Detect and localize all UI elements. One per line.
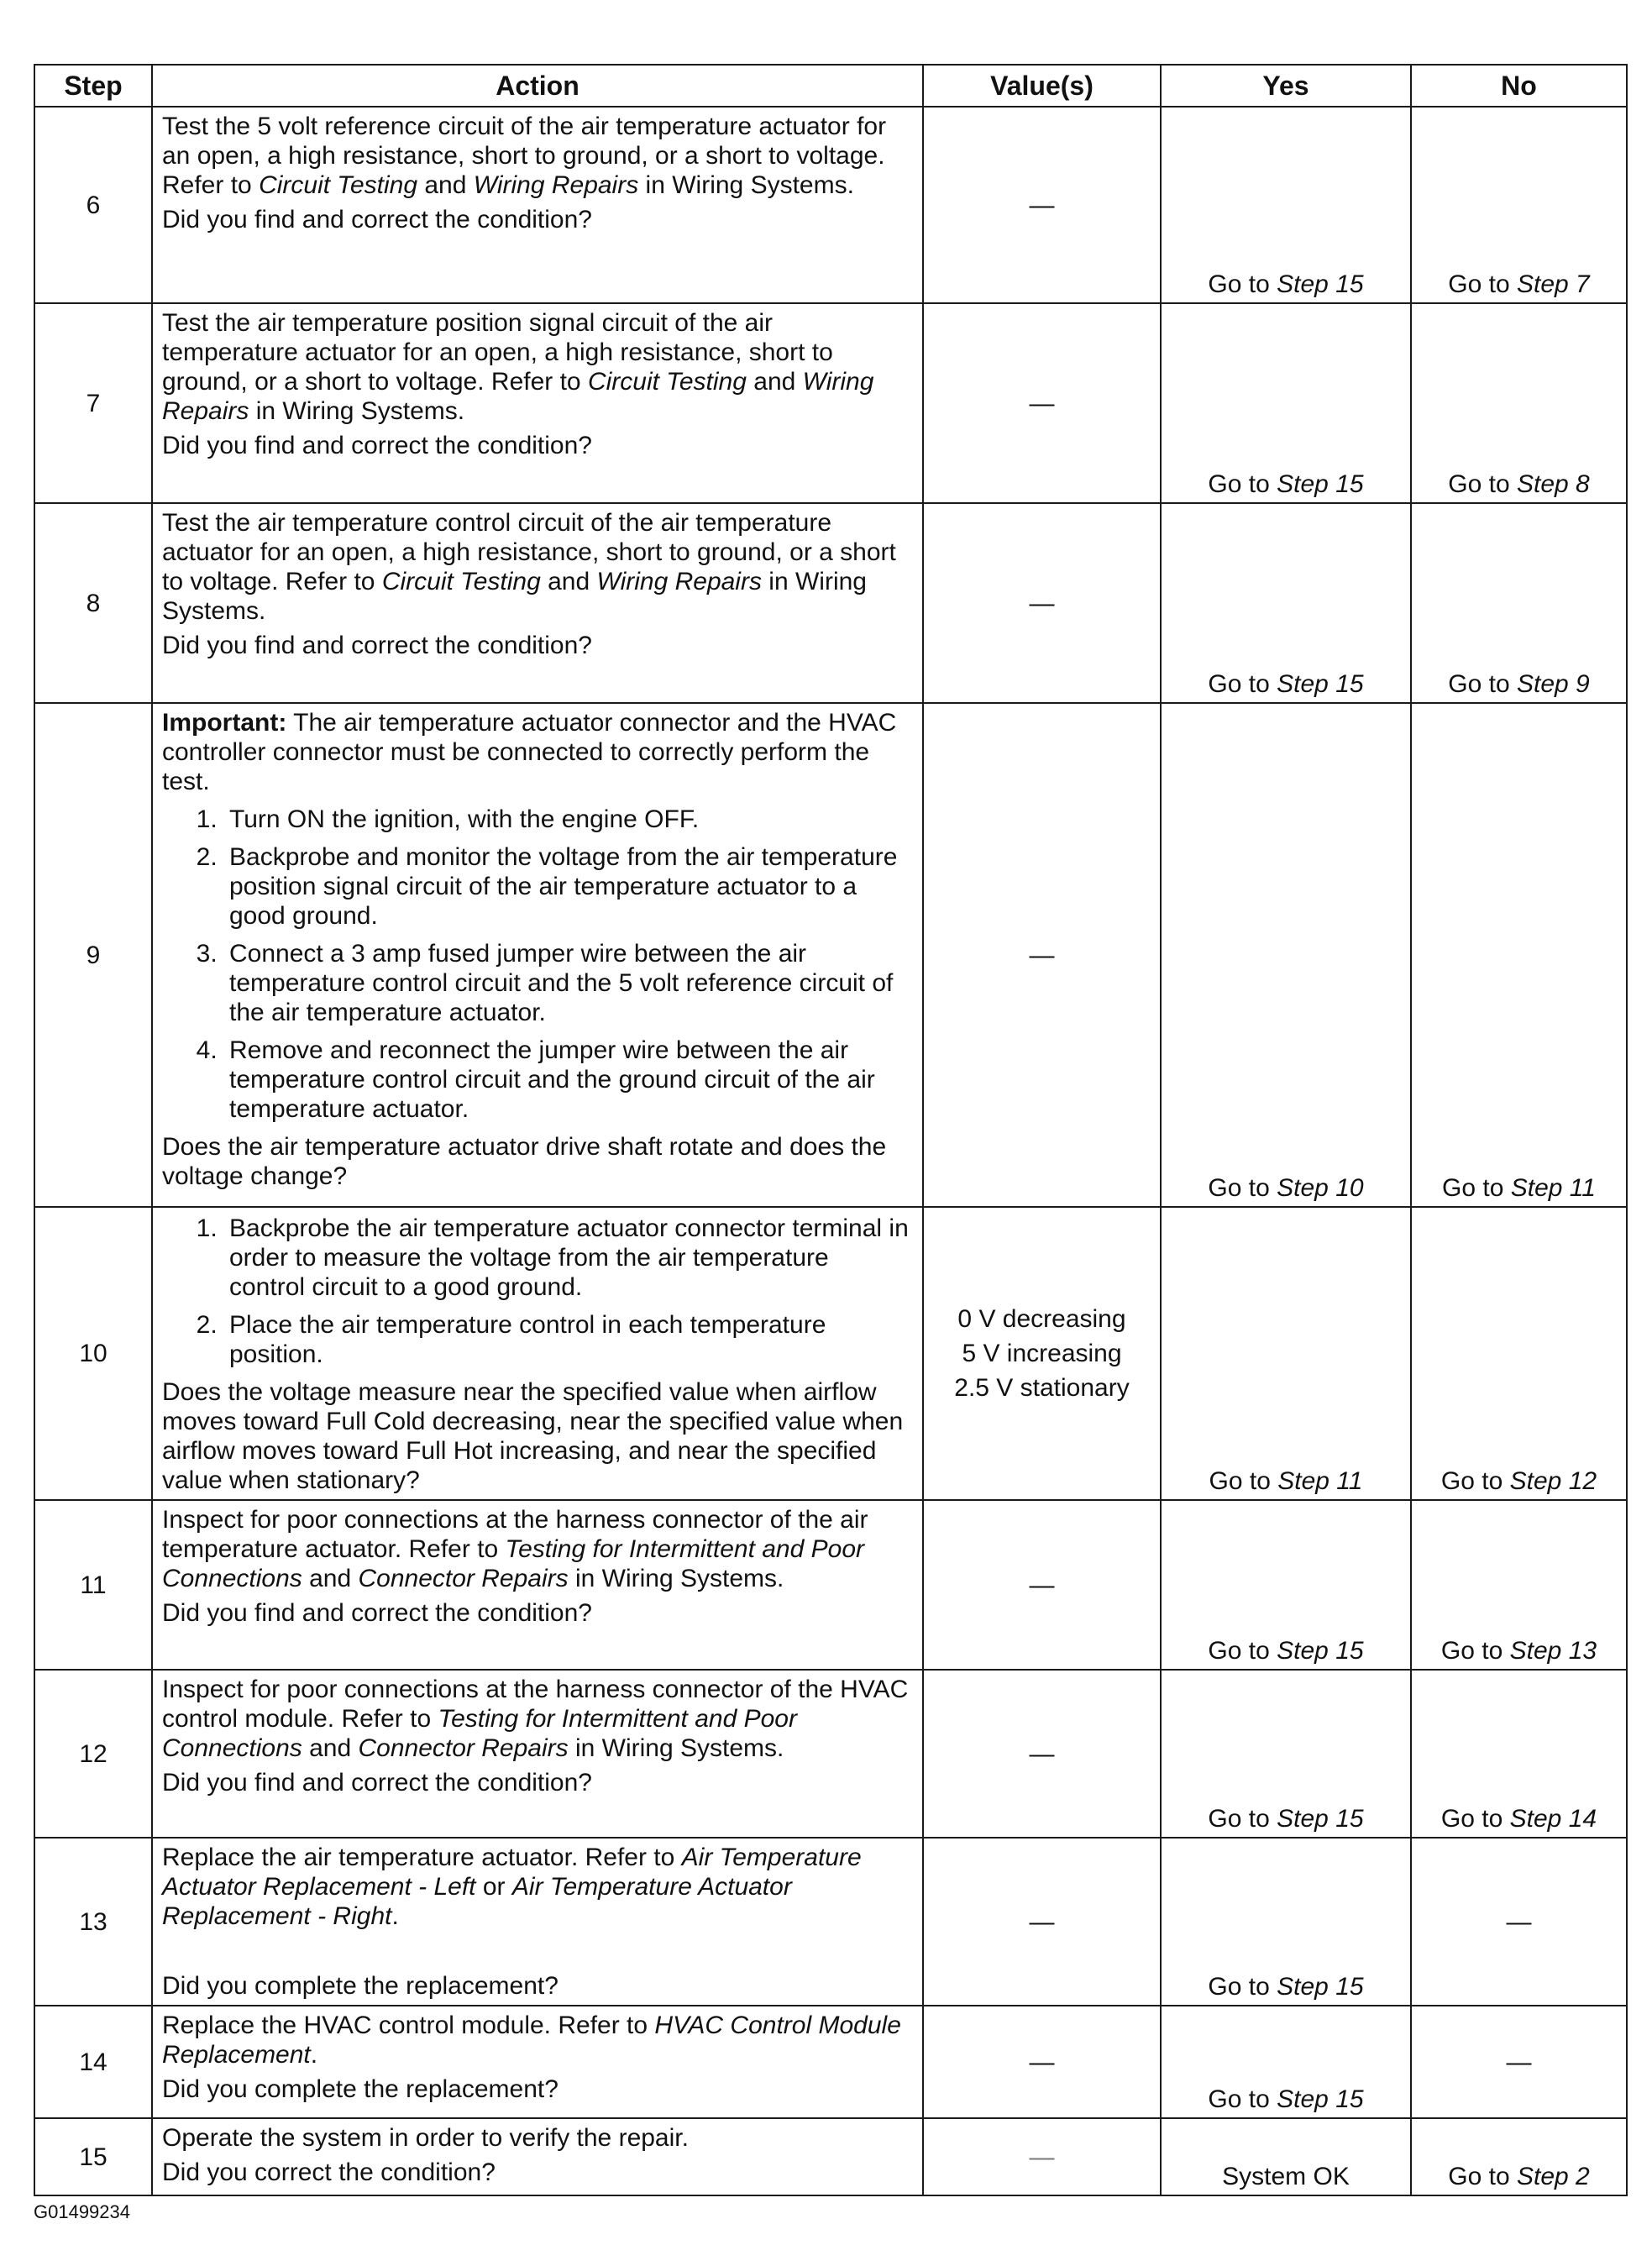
table-row [34,1207,1627,1500]
no-cell: Go to Step 7 [1411,107,1627,303]
step-number: 10 [34,1207,152,1500]
spec-value: 5 V increasing [962,1340,1122,1367]
important-note: Important: The air temperature actuator connector and the HVAC controller connector must be connected to correctly perform the test. [162,709,897,795]
step-number: 7 [34,303,152,503]
action-cell [152,2006,923,2118]
action-question: Did you find and correct the condition? [162,1769,592,1797]
yes-cell: Go to Step 15 [1161,1670,1411,1838]
action-cell [152,303,923,503]
action-text: Replace the air temperature actuator. Refer to Air Temperature Actuator Replacement - Left or Air Temperature Actuator Replacement - Right. [162,1844,862,1930]
value-cell: — [923,2006,1161,2118]
action-question: Did you correct the condition? [162,2158,496,2186]
figure-id: G01499234 [34,2201,130,2222]
value-cell: — [923,107,1161,303]
action-question: Did you find and correct the condition? [162,432,592,459]
header-action: Action [152,65,923,107]
step-number: 11 [34,1500,152,1670]
action-cell [152,2118,923,2195]
step-number: 14 [34,2006,152,2118]
value-cell [923,1207,1161,1500]
spec-value: 0 V decreasing [957,1305,1126,1333]
table-row [34,1670,1627,1838]
value-cell: — [923,2118,1161,2195]
action-question: Did you complete the replacement? [162,2075,559,2103]
no-cell: Go to Step 11 [1411,703,1627,1207]
table-row [34,703,1627,1207]
yes-cell: Go to Step 15 [1161,2006,1411,2118]
table-row [34,303,1627,503]
header-row [34,65,1627,107]
yes-cell: System OK [1161,2118,1411,2195]
action-text: Inspect for poor connections at the harness connector of the HVAC control module. Refer to Testing for Intermittent and Poor Connections and Connector Repairs in Wiring Systems. [162,1676,909,1762]
yes-cell: Go to Step 11 [1161,1207,1411,1500]
no-cell: Go to Step 9 [1411,503,1627,703]
value-cell: — [923,503,1161,703]
value-cell: — [923,303,1161,503]
step-number: 13 [34,1838,152,2006]
table-row [34,107,1627,303]
no-cell: Go to Step 8 [1411,303,1627,503]
action-cell [152,1207,923,1500]
diagnostic-table [34,64,1628,2196]
action-cell [152,1670,923,1838]
action-cell [152,1838,923,2006]
action-question: Did you complete the replacement? [162,1972,559,2000]
header-no: No [1411,65,1627,107]
value-cell: — [923,1670,1161,1838]
step-number: 9 [34,703,152,1207]
list-item: 2. Backprobe and monitor the voltage from the air temperature position signal circuit of the air temperature actuator to a good ground. [224,842,910,931]
value-cell: — [923,1838,1161,2006]
no-cell: — [1411,2006,1627,2118]
action-text: Inspect for poor connections at the harness connector of the air temperature actuator. Refer to Testing for Intermittent and Poor Connections and Connector Repairs in Wiring Systems. [162,1506,868,1592]
table-row [34,2006,1627,2118]
list-item: 2. Place the air temperature control in each temperature position. [224,1310,910,1369]
spec-value: 2.5 V stationary [954,1374,1130,1402]
value-cell: — [923,703,1161,1207]
value-cell: — [923,1500,1161,1670]
table-row [34,503,1627,703]
yes-cell: Go to Step 15 [1161,503,1411,703]
list-item: 4. Remove and reconnect the jumper wire between the air temperature control circuit and the ground circuit of the air temperature actuator. [224,1036,910,1124]
header-step: Step [34,65,152,107]
action-question: Does the voltage measure near the specified value when airflow moves toward Full Cold decreasing, near the specified value when airflow moves toward Full Hot increasing, and near the specified value when stationary? [162,1378,904,1494]
action-text: Test the 5 volt reference circuit of the air temperature actuator for an open, a high resistance, short to ground, or a short to voltage. Refer to Circuit Testing and Wiring Repairs in Wiring Systems. [162,113,887,199]
action-question: Did you find and correct the condition? [162,206,592,233]
yes-cell: Go to Step 15 [1161,1500,1411,1670]
no-cell: Go to Step 12 [1411,1207,1627,1500]
action-cell [152,503,923,703]
step-number: 6 [34,107,152,303]
action-cell [152,1500,923,1670]
action-question: Did you find and correct the condition? [162,632,592,659]
no-cell: Go to Step 14 [1411,1670,1627,1838]
action-text: Replace the HVAC control module. Refer to HVAC Control Module Replacement. [162,2012,901,2069]
action-cell [152,703,923,1207]
list-item: 1. Backprobe the air temperature actuator connector terminal in order to measure the voltage from the air temperature control circuit to a good ground. [224,1214,910,1302]
action-text: Test the air temperature position signal circuit of the air temperature actuator for an open, a high resistance, short to ground, or a short to voltage. Refer to Circuit Testing and Wiring Repairs in Wiring Systems. [162,309,874,425]
table-row [34,2118,1627,2195]
yes-cell: Go to Step 10 [1161,703,1411,1207]
header-values: Value(s) [923,65,1161,107]
action-question: Does the air temperature actuator drive shaft rotate and does the voltage change? [162,1133,887,1190]
list-item: 3. Connect a 3 amp fused jumper wire between the air temperature control circuit and the 5 volt reference circuit of the air temperature actuator. [224,939,910,1027]
action-question: Did you find and correct the condition? [162,1599,592,1627]
action-text: Operate the system in order to verify the repair. [162,2124,689,2152]
no-cell: — [1411,1838,1627,2006]
action-cell [152,107,923,303]
yes-cell: Go to Step 15 [1161,107,1411,303]
step-number: 15 [34,2118,152,2195]
action-text: Test the air temperature control circuit of the air temperature actuator for an open, a high resistance, short to ground, or a short to voltage. Refer to Circuit Testing and Wiring Repairs in Wiring Systems. [162,509,896,625]
header-yes: Yes [1161,65,1411,107]
list-item: 1. Turn ON the ignition, with the engine OFF. [224,805,910,834]
step-number: 8 [34,503,152,703]
step-number: 12 [34,1670,152,1838]
yes-cell: Go to Step 15 [1161,1838,1411,2006]
table-row [34,1500,1627,1670]
no-cell: Go to Step 2 [1411,2118,1627,2195]
procedure-list [162,1214,910,1369]
no-cell: Go to Step 13 [1411,1500,1627,1670]
procedure-list [162,805,910,1124]
yes-cell: Go to Step 15 [1161,303,1411,503]
table-row [34,1838,1627,2006]
